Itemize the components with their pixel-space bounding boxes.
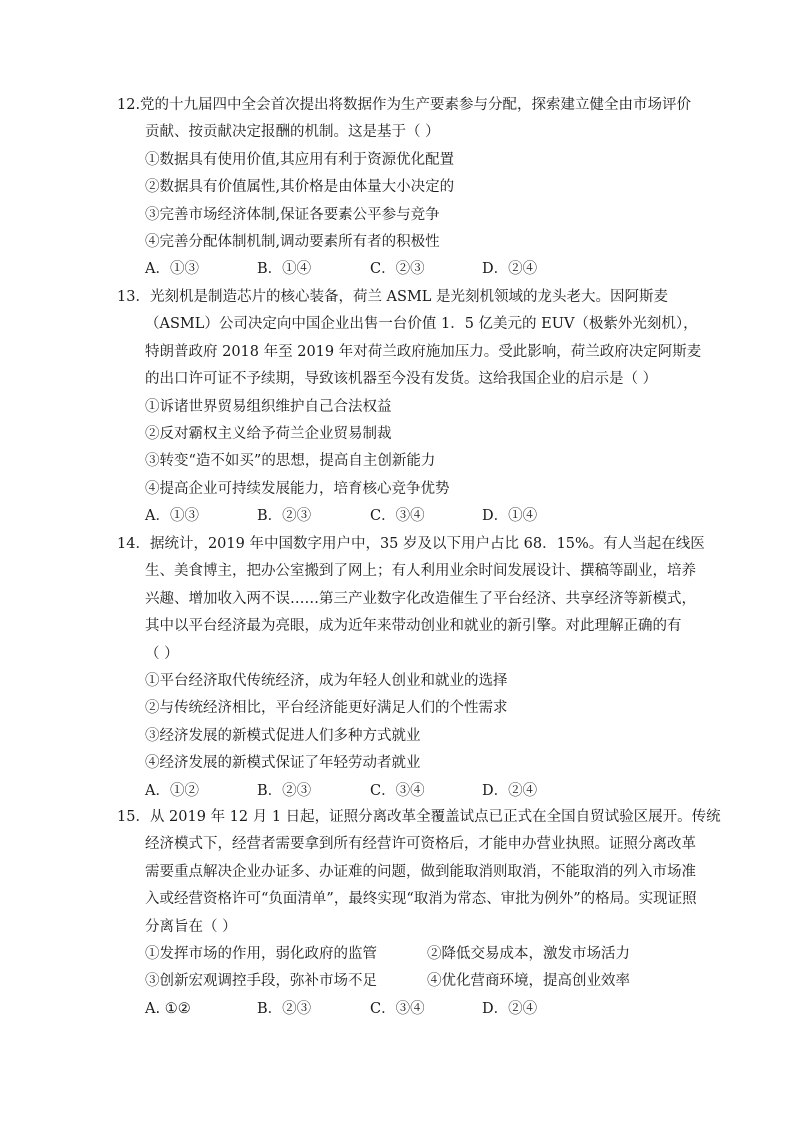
answer-choice-a: A．①② [145,782,199,799]
answer-choices [117,778,677,805]
statement-option: ②数据具有价值属性,其价格是由体量大小决定的 [145,179,455,196]
question-stem-line: 生、美食博主，把办公室搬到了网上；有人利用业余时间发展设计、撰稿等副业，培养 [145,563,696,580]
answer-choice-d: D．②④ [482,261,538,278]
statement-option: ②与传统经济相比，平台经济能更好满足人们的个性需求 [145,700,508,717]
statement-option: ①发挥市场的作用，弱化政府的监管 [145,945,377,962]
answer-choice-c: C．②③ [370,261,425,278]
statement-option: ④完善分配体制机制,调动要素所有者的积极性 [145,233,440,250]
statement-option: ④经济发展的新模式保证了年轻劳动者就业 [145,755,421,772]
statement-option-pair [117,968,677,995]
answer-choice-a: A. ①② [145,1000,191,1017]
question-stem-line: 13．光刻机是制造芯片的核心装备，荷兰 ASML 是光刻机领域的龙头老大。因阿斯麦 [117,289,669,305]
question-stem-line: 的出口许可证不予续期，导致该机器至今没有发货。这给我国企业的启示是（ ） [145,371,658,388]
question-stem-line: 特朗普政府 2018 年至 2019 年对荷兰政府施加压力。受此影响，荷兰政府决定阿斯麦 [145,343,702,360]
question-stem-line: 需要重点解决企业办证多、办证难的问题，做到能取消则取消，不能取消的列入市场准 [145,863,696,880]
question-14 [117,531,705,805]
question-stem-line: 分离旨在（ ） [145,918,237,935]
answer-choice-d: D．②④ [482,1000,538,1017]
question-stem-line: 入或经营资格许可“负面清单”，最终实现“取消为常态、审批为例外”的格局。实现证照 [145,891,697,908]
question-stem-line: 贡献、按贡献决定报酬的机制。这是基于（ ） [145,124,440,141]
answer-choice-d: D．②④ [482,782,538,799]
statement-option: ①数据具有使用价值,其应用有利于资源优化配置 [145,151,455,168]
answer-choice-a: A．①③ [145,508,199,525]
statement-option: ③完善市场经济体制,保证各要素公平参与竞争 [145,206,440,223]
statement-option: ①诉诸世界贸易组织维护自己合法权益 [145,398,392,415]
statement-option: ①平台经济取代传统经济，成为年轻人创业和就业的选择 [145,672,508,689]
statement-option: ③转变“造不如买”的思想，提高自主创新能力 [145,453,436,470]
answer-choice-c: C．③④ [370,1000,425,1017]
question-stem-line: （ ） [145,645,179,662]
statement-option: ③经济发展的新模式促进人们多种方式就业 [145,727,421,744]
answer-choice-b: B．①④ [257,261,312,278]
statement-option: ②反对霸权主义给予荷兰企业贸易制裁 [145,425,392,442]
answer-choice-d: D．①④ [482,508,538,525]
statement-option: ④优化营商环境，提高创业效率 [427,973,630,990]
question-stem-line: 12.党的十九届四中全会首次提出将数据作为生产要素参与分配，探索建立健全由市场评价 [117,97,692,113]
answer-choices [117,996,677,1023]
answer-choice-b: B．②③ [257,508,312,525]
question-12 [117,92,692,284]
question-stem-line: 15．从 2019 年 12 月 1 日起，证照分离改革全覆盖试点已正式在全国自贸试验区展开。传统 [117,809,721,825]
question-stem-line: 14．据统计，2019 年中国数字用户中，35 岁及以下用户占比 68．15%。有人当起在线医 [117,536,705,552]
statement-option-pair [117,941,677,968]
question-13 [117,284,702,531]
question-15 [117,804,721,1023]
answer-choice-c: C．③④ [370,782,425,799]
question-stem-line: 经济模式下，经营者需要拿到所有经营许可资格后，才能申办营业执照。证照分离改革 [145,836,696,853]
answer-choice-a: A．①③ [145,261,199,278]
answer-choices [117,503,677,530]
answer-choice-b: B．②③ [257,1000,312,1017]
question-stem-line: （ASML）公司决定向中国企业出售一台价值 1．5 亿美元的 EUV（极紫外光刻机）， [145,316,698,333]
question-stem-line: 兴趣、增加收入两不误……第三产业数字化改造催生了平台经济、共享经济等新模式， [145,590,696,607]
answer-choice-b: B．②③ [257,782,312,799]
question-stem-line: 其中以平台经济最为亮眼，成为近年来带动创业和就业的新引擎。对此理解正确的有 [145,618,682,635]
answer-choice-c: C．③④ [370,508,425,525]
statement-option: ③创新宏观调控手段，弥补市场不足 [145,973,377,990]
statement-option: ④提高企业可持续发展能力，培育核心竞争优势 [145,480,450,497]
answer-choices [117,256,677,283]
statement-option: ②降低交易成本，激发市场活力 [427,945,630,962]
